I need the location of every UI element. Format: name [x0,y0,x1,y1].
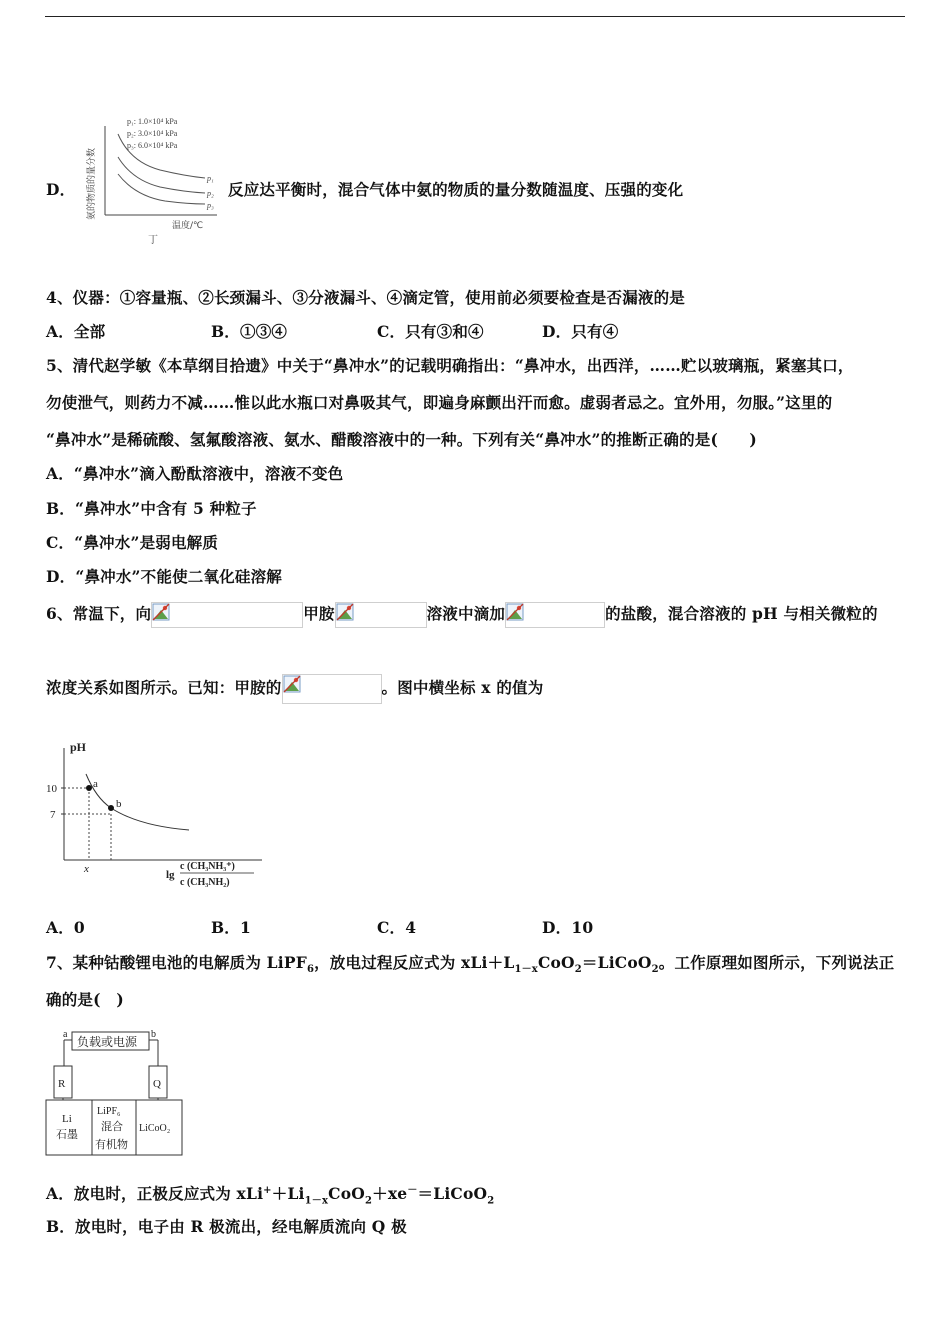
q6-part1: 6、常温下，向 [46,604,152,623]
point-a-label: a [93,778,98,790]
broken-image-placeholder [151,602,303,628]
q4-option-d: D．只有④ [542,322,619,341]
q7-option-b: B．放电时，电子由 R 极流出，经电解质流向 Q 极 [46,1217,407,1236]
q6-line2-b: 。图中横坐标 x 的值为 [381,678,544,697]
y-axis-label: 氨的物质的量分数 [87,147,97,220]
cell-mid-organic: 有机物 [95,1138,128,1151]
terminal-a: a [63,1029,68,1040]
q5-stem-line3: “鼻冲水”是稀硫酸、氢氟酸溶液、氨水、醋酸溶液中的一种。下列有关“鼻冲水”的推断正确的是( ) [46,430,757,449]
q6-option-c: C．4 [377,918,417,937]
q6-part4: 的盐酸，混合溶液的 pH 与相关微粒的 [605,604,878,623]
q7-stem-line1: 7、某种钴酸锂电池的电解质为 LiPF$_6$，放电过程反应式为 $xLi+L_{1-x}CoO_2=LiCoO_2$。工作原理如图所示，下列说法正 [46,953,895,976]
q7-option-a: A．放电时，正极反应式为 $xLi^++Li_{1-x}CoO_2+xe^-=LiCoO_2$ [46,1184,495,1207]
q6-stem-line1 [46,600,878,628]
cell-left-li: Li [62,1113,72,1125]
curve-label-p2: p₂ [207,189,214,198]
q3-option-d-text: 反应达平衡时，混合气体中氨的物质的量分数随温度、压强的变化 [228,180,684,199]
q4-option-b: B．①③④ [211,322,288,341]
legend-p3: p₃: 6.0×10⁴ kPa [127,141,178,150]
q7-stem-line2: 确的是( ) [46,990,124,1009]
x-axis-lg: lg [166,869,175,881]
terminal-b: b [151,1029,156,1040]
q6-option-a: A．0 [46,918,85,937]
figure-caption: 丁 [148,235,158,246]
ph-tick-7: 7 [50,809,56,821]
x-tick: x [84,863,89,875]
ph-tick-10: 10 [46,783,57,795]
q6-part3: 溶液中滴加 [426,604,506,623]
q4-option-a: A．全部 [46,322,106,341]
load-or-source-label: 负载或电源 [77,1035,138,1049]
q5-stem-line2: 勿使泄气，则药力不减……惟以此水瓶口对鼻吸其气，即遍身麻颤出汗而愈。虚弱者忌之。宜外用，勿服。”这里的 [46,393,833,412]
q5-option-d: D．“鼻冲水”不能使二氧化硅溶解 [46,567,282,586]
q3-option-d-label: D． [46,180,76,199]
battery-diagram [44,1026,189,1158]
point-b [108,805,114,811]
q4-stem: 4、仪器：①容量瓶、②长颈漏斗、③分液漏斗、④滴定管，使用前必须要检查是否漏液的是 [46,288,685,307]
q4-option-c: C．只有③和④ [377,322,484,341]
header-rule [45,16,905,17]
q5-stem-line1: 5、清代赵学敏《本草纲目拾遗》中关于“鼻冲水”的记载明确指出：“鼻冲水，出西洋，……贮以玻璃瓶，紧塞其口， [46,356,854,375]
curve-label-p3: p₃ [207,201,214,210]
ph-curve [86,774,189,830]
curve-label-p1: p₁ [207,174,214,183]
ph-chart [44,738,264,893]
ph-axis-label: pH [70,740,87,754]
x-axis-denominator: c (CH₃NH₂) [180,877,230,888]
q6-line2-a: 浓度关系如图所示。已知：甲胺的 [46,678,282,697]
point-a [86,785,92,791]
electrode-q-label: Q [153,1078,161,1090]
x-axis-label: 温度/℃ [172,221,204,231]
q5-option-c: C．“鼻冲水”是弱电解质 [46,533,219,552]
electrode-r-label: R [58,1078,66,1090]
cell-right-licoo2: LiCoO₂ [139,1123,171,1134]
q5-option-b: B．“鼻冲水”中含有 5 种粒子 [46,499,257,518]
curve-p1 [118,174,205,204]
legend-p2: p₂: 3.0×10⁴ kPa [127,129,178,138]
q6-part2: 甲胺 [303,604,335,623]
cell-mid-mixed: 混合 [101,1120,123,1133]
x-axis-numerator: c (CH₃NH₃⁺) [180,861,235,872]
legend-p1: p₁: 1.0×10⁴ kPa [127,117,178,126]
q6-option-d: D．10 [542,918,594,937]
q6-stem-line2 [46,673,543,704]
cell-left-graphite: 石墨 [56,1128,78,1141]
q6-option-b: B．1 [211,918,251,937]
cell-mid-lipf6: LiPF₆ [97,1106,121,1117]
broken-image-placeholder [282,674,382,704]
broken-image-placeholder [505,602,605,628]
ammonia-fraction-chart [80,112,220,247]
q5-option-a: A．“鼻冲水”滴入酚酞溶液中，溶液不变色 [46,464,344,483]
point-b-label: b [116,798,122,810]
broken-image-placeholder [335,602,427,628]
